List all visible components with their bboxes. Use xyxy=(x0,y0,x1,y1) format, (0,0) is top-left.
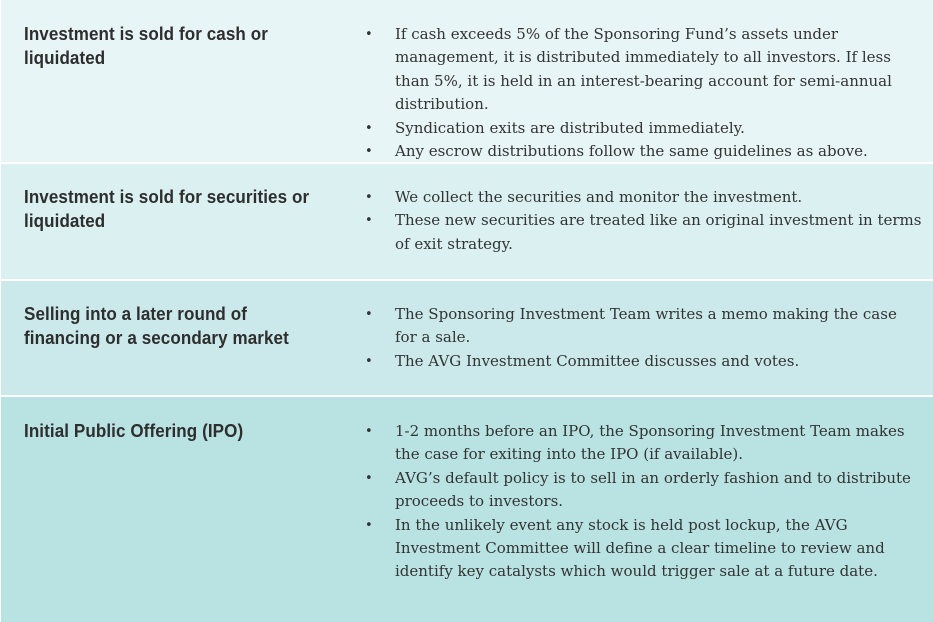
row-bullets-later-round xyxy=(362,303,922,373)
row-label-later-round: Selling into a later round of financing or a secondary market xyxy=(24,303,289,348)
bullet-item: • If cash exceeds 5% of the Sponsoring Fund’s assets under management, it is distributed immediately to all investors. If less than 5%, it is held in an interest-bearing account for semi-annual distribution. xyxy=(362,23,922,117)
row-label-securities-liquidated: Investment is sold for securities or liquidated xyxy=(24,186,310,231)
bullet-item: • In the unlikely event any stock is held post lockup, the AVG Investment Committee will define a clear timeline to review and identify key catalysts which would trigger sale at a future date. xyxy=(362,514,922,584)
bullet-item: • We collect the securities and monitor the investment. xyxy=(362,186,922,209)
row-label-cash-liquidated: Investment is sold for cash or liquidated xyxy=(24,23,268,68)
bullet-item: • Syndication exits are distributed immediately. xyxy=(362,117,922,140)
bullet-item: • 1-2 months before an IPO, the Sponsoring Investment Team makes the case for exiting into the IPO (if available). xyxy=(362,420,922,467)
row-label-ipo: Initial Public Offering (IPO) xyxy=(24,420,244,441)
bullet-item: • The AVG Investment Committee discusses and votes. xyxy=(362,350,922,373)
bullet-item: • AVG’s default policy is to sell in an orderly fashion and to distribute proceeds to investors. xyxy=(362,467,922,514)
bullet-item: • The Sponsoring Investment Team writes a memo making the case for a sale. xyxy=(362,303,922,350)
bullet-item: • These new securities are treated like an original investment in terms of exit strategy. xyxy=(362,209,922,256)
bullet-item: • Any escrow distributions follow the same guidelines as above. xyxy=(362,140,922,163)
row-bullets-securities-liquidated xyxy=(362,186,922,256)
row-bullets-cash-liquidated xyxy=(362,23,922,163)
row-bullets-ipo xyxy=(362,420,922,584)
